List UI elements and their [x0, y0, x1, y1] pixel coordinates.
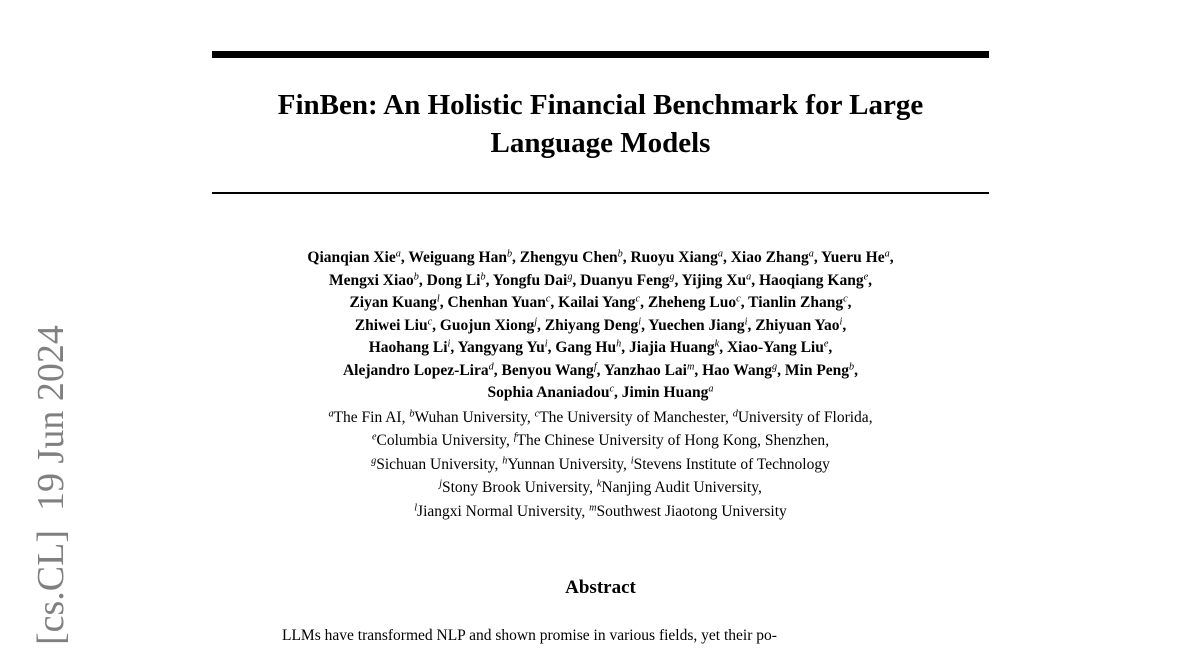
author-name: Tianlin Zhang — [748, 294, 844, 311]
author-name: Zhiyuan Yao — [755, 316, 840, 334]
affiliation-list — [212, 406, 989, 523]
author-affiliation-mark: c — [609, 383, 615, 395]
author-name: Xiao Zhang — [730, 249, 809, 266]
affiliation — [535, 409, 725, 426]
author-name: Guojun Xiong — [439, 316, 535, 334]
paper-title — [212, 86, 989, 162]
author — [702, 362, 777, 379]
affiliation-name: Nanjing Audit University — [601, 479, 758, 497]
author-affiliation-mark: a — [708, 383, 714, 395]
author-name: Yijing Xu — [681, 271, 747, 289]
affiliation — [631, 456, 830, 473]
author — [369, 339, 451, 356]
author — [731, 249, 814, 266]
affiliation-key: j — [439, 478, 442, 490]
author-name: Jiajia Huang — [628, 339, 715, 356]
author-affiliation-mark: h — [616, 338, 622, 350]
author-affiliation-mark: e — [823, 338, 829, 350]
author-name: Sophia Ananiadou — [487, 384, 610, 401]
author-name: Qianqian Xie — [307, 249, 396, 266]
author-line: Mengxi Xiao$^b$, Dong Li$^b$, Yongfu Dai$^g$, Duanyu Feng$^g$, Yijing Xu$^a$, Haoqiang Kang$^e$, — [328, 270, 873, 289]
author — [501, 362, 596, 379]
affiliation-key: a — [328, 408, 334, 420]
affiliation-line: $^a$The Fin AI, $^b$Wuhan University, $^c$The University of Manchester, $^d$University of Florida, — [328, 408, 873, 426]
affiliation — [514, 432, 826, 449]
author — [648, 317, 747, 334]
author-name: Min Peng — [784, 361, 850, 379]
affiliation-key: m — [589, 502, 597, 513]
affiliation-key: k — [596, 478, 602, 490]
author-line: Sophia Ananiadou$^c$, Jimin Huang$^a$ — [487, 383, 714, 401]
author-affiliation-mark: f — [593, 360, 597, 372]
author — [604, 362, 695, 379]
author-affiliation-mark: g — [567, 270, 573, 282]
author — [448, 294, 551, 311]
author-name: Mengxi Xiao — [328, 271, 414, 289]
author — [555, 339, 621, 356]
author-name: Gang Hu — [555, 339, 617, 356]
affiliation-name: Southwest Jiaotong University — [596, 502, 787, 520]
author-affiliation-mark: b — [617, 248, 623, 260]
author-affiliation-mark: c — [427, 315, 433, 327]
author-name: Alejandro Lopez-Lira — [342, 361, 489, 379]
author-affiliation-mark: k — [714, 338, 720, 350]
author-name: Zhiyang Deng — [544, 316, 639, 334]
author — [307, 249, 400, 266]
abstract-text: LLMs have transformed NLP and shown promise in various fields, yet their po- — [282, 627, 777, 644]
author — [408, 249, 512, 266]
author-name: Jimin Huang — [621, 384, 709, 401]
author-name: Yangyang Yu — [457, 339, 545, 356]
affiliation — [414, 503, 581, 520]
author-line: Ziyan Kuang$^l$, Chenhan Yuan$^c$, Kailai Yang$^c$, Zheheng Luo$^c$, Tianlin Zhang$^c$, — [349, 293, 852, 311]
author — [488, 384, 614, 401]
author-name: Zheheng Luo — [647, 294, 737, 311]
affiliation-name: Yunnan University — [507, 455, 624, 473]
affiliation-line: $^g$Sichuan University, $^h$Yunnan University, $^i$Stevens Institute of Technology — [371, 455, 830, 473]
author — [349, 294, 439, 311]
top-rule — [212, 51, 989, 58]
author-name: Xiao-Yang Liu — [726, 339, 824, 356]
author — [493, 272, 573, 289]
affiliation — [371, 456, 494, 473]
author-name: Weiguang Han — [408, 249, 507, 266]
affiliation-name: Jiangxi Normal University — [417, 502, 582, 520]
affiliation-name: Stony Brook University — [441, 479, 590, 497]
author-name: Yueru He — [821, 249, 885, 266]
affiliation-name: The Fin AI — [333, 409, 402, 426]
author — [727, 339, 828, 356]
author — [759, 272, 868, 289]
affiliation-line: $^l$Jiangxi Normal University, $^m$Southwest Jiaotong University — [414, 502, 787, 520]
affiliation-key: c — [534, 408, 540, 420]
author — [427, 272, 486, 289]
affiliation-key: b — [409, 408, 415, 420]
arxiv-stamp — [31, 325, 71, 645]
author-affiliation-mark: b — [480, 270, 486, 282]
author — [785, 362, 854, 379]
affiliation-name: Columbia University — [376, 432, 506, 450]
author — [682, 272, 752, 289]
author-name: Yanzhao Lai — [603, 361, 687, 379]
author-affiliation-mark: b — [506, 248, 513, 260]
author-affiliation-mark: a — [808, 248, 814, 260]
author-name: Kailai Yang — [558, 294, 636, 311]
affiliation-key: h — [502, 455, 508, 467]
author-affiliation-mark: a — [884, 248, 890, 260]
arxiv-date: 19 Jun 2024 — [30, 325, 72, 511]
affiliation-name: Sichuan University — [376, 455, 495, 473]
author-affiliation-mark: l — [436, 293, 440, 305]
author — [458, 339, 548, 356]
author — [748, 294, 847, 311]
author-line: Zhiwei Liu$^c$, Guojun Xiong$^j$, Zhiyang Deng$^i$, Yuechen Jiang$^i$, Zhiyuan Yao$^i$, — [354, 315, 847, 334]
author-name: Duanyu Feng — [580, 271, 670, 289]
author-affiliation-mark: m — [686, 360, 695, 372]
author-affiliation-mark: i — [744, 315, 748, 327]
affiliation — [409, 409, 527, 426]
affiliation-line: $^e$Columbia University, $^f$The Chinese University of Hong Kong, Shenzhen, — [371, 431, 830, 450]
author-name: Ziyan Kuang — [349, 294, 437, 311]
title-line-1: FinBen: An Holistic Financial Benchmark for Large — [277, 89, 924, 121]
author-affiliation-mark: a — [717, 248, 723, 260]
title-rule — [212, 192, 989, 194]
author-affiliation-mark: c — [635, 293, 641, 305]
author-line: Haohang Li$^i$, Yangyang Yu$^i$, Gang Hu$^h$, Jiajia Huang$^k$, Xiao-Yang Liu$^e$, — [368, 338, 833, 356]
affiliation-name: University of Florida — [737, 409, 869, 426]
author — [629, 339, 719, 356]
abstract-heading: Abstract — [565, 577, 636, 598]
author — [622, 384, 714, 401]
affiliation — [328, 409, 401, 426]
author — [755, 317, 842, 334]
title-line-2: Language Models — [490, 127, 711, 159]
author-affiliation-mark: a — [746, 270, 752, 282]
author-name: Haohang Li — [368, 339, 448, 356]
affiliation — [439, 479, 589, 496]
author-name: Zhengyu Chen — [519, 249, 618, 266]
affiliation — [597, 479, 758, 496]
author-affiliation-mark: i — [638, 315, 642, 327]
affiliation-key: e — [371, 431, 377, 443]
affiliation-line: $^j$Stony Brook University, $^k$Nanjing Audit University, — [439, 478, 762, 497]
author-affiliation-mark: j — [534, 315, 538, 327]
affiliation — [372, 432, 506, 449]
author-affiliation-mark: g — [772, 360, 778, 372]
author-affiliation-mark: c — [843, 293, 848, 305]
author — [329, 272, 419, 289]
author-name: Yuechen Jiang — [648, 316, 745, 334]
author — [580, 272, 674, 289]
affiliation-key: i — [630, 455, 634, 467]
author — [558, 294, 640, 311]
affiliation-name: Wuhan University — [414, 409, 527, 426]
author — [821, 249, 890, 266]
author-list — [212, 247, 989, 405]
author-name: Haoqiang Kang — [758, 271, 864, 289]
author — [520, 249, 623, 266]
author — [648, 294, 741, 311]
author-affiliation-mark: a — [395, 248, 401, 260]
affiliation-key: l — [414, 502, 418, 513]
author-line: Alejandro Lopez-Lira$^d$, Benyou Wang$^f$, Yanzhao Lai$^m$, Hao Wang$^g$, Min Peng$^b$, — [342, 360, 859, 379]
author-name: Chenhan Yuan — [447, 294, 546, 311]
author-affiliation-mark: i — [447, 338, 451, 350]
author — [440, 317, 537, 334]
author-affiliation-mark: e — [863, 270, 869, 282]
author-name: Dong Li — [426, 271, 481, 289]
affiliation-name: Stevens Institute of Technology — [633, 455, 830, 473]
author — [343, 362, 494, 379]
author — [630, 249, 723, 266]
author-affiliation-mark: b — [849, 360, 855, 372]
affiliation-key: f — [513, 431, 517, 443]
author-affiliation-mark: i — [839, 315, 843, 327]
author — [545, 317, 641, 334]
author-affiliation-mark: d — [488, 360, 494, 372]
author-affiliation-mark: i — [544, 338, 548, 350]
affiliation-key: d — [732, 408, 738, 420]
author-name: Yongfu Dai — [492, 271, 568, 289]
author-line: Qianqian Xie$^a$, Weiguang Han$^b$, Zhengyu Chen$^b$, Ruoyu Xiang$^a$, Xiao Zhang$^a$, Yueru He$^a$, — [307, 248, 894, 266]
author-affiliation-mark: c — [545, 293, 551, 305]
affiliation — [502, 456, 623, 473]
author — [355, 317, 432, 334]
affiliation-name: The University of Manchester — [539, 409, 725, 426]
author-name: Ruoyu Xiang — [630, 249, 718, 266]
arxiv-category: [cs.CL] — [30, 529, 72, 645]
affiliation — [733, 409, 869, 426]
affiliation — [589, 503, 787, 520]
affiliation-name: The Chinese University of Hong Kong, Shenzhen — [516, 432, 826, 450]
author-affiliation-mark: c — [736, 293, 741, 305]
author-name: Hao Wang — [702, 361, 773, 379]
author-affiliation-mark: g — [669, 270, 675, 282]
author-name: Benyou Wang — [501, 361, 594, 379]
affiliation-key: g — [371, 455, 377, 467]
author-affiliation-mark: b — [413, 270, 419, 282]
author-name: Zhiwei Liu — [354, 316, 428, 334]
